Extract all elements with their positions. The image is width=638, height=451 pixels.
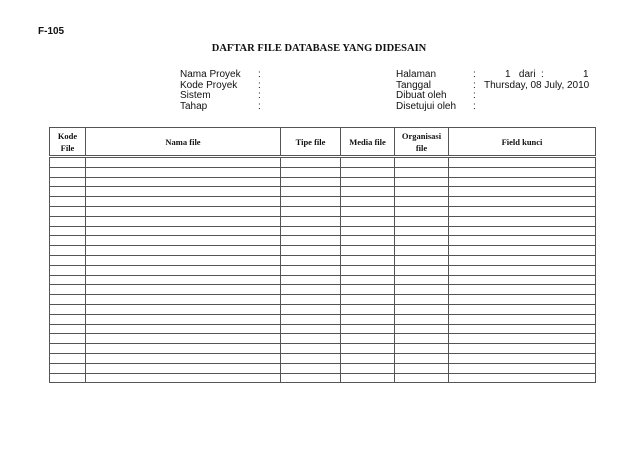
table-cell[interactable]	[449, 246, 596, 256]
column-header	[449, 128, 596, 157]
table-cell[interactable]	[449, 275, 596, 285]
table-cell[interactable]	[449, 363, 596, 373]
field-value: 1 dari	[505, 69, 536, 80]
table-row	[50, 157, 596, 168]
table-cell[interactable]	[281, 324, 341, 334]
table-row	[50, 373, 596, 383]
table-cell[interactable]	[50, 157, 86, 168]
table-cell[interactable]	[449, 177, 596, 187]
table-cell[interactable]	[281, 157, 341, 168]
table-row	[50, 187, 596, 197]
table-cell[interactable]	[281, 255, 341, 265]
table-cell[interactable]	[395, 265, 449, 275]
table-header-row	[50, 128, 596, 157]
table-cell[interactable]	[86, 265, 281, 275]
table-cell[interactable]	[86, 177, 281, 187]
column-header	[86, 128, 281, 157]
table-cell[interactable]	[281, 187, 341, 197]
column-header	[341, 128, 395, 157]
table-row	[50, 363, 596, 373]
table-cell[interactable]	[341, 363, 395, 373]
table-cell[interactable]	[341, 324, 395, 334]
table-row	[50, 265, 596, 275]
table-cell[interactable]	[50, 197, 86, 207]
table-cell[interactable]	[395, 363, 449, 373]
table-row	[50, 197, 596, 207]
table-cell[interactable]	[395, 275, 449, 285]
table-row	[50, 334, 596, 344]
table-cell[interactable]	[50, 177, 86, 187]
column-header-line1: Kode	[57, 130, 78, 141]
field-label: Halaman	[396, 69, 437, 80]
field-label: Disetujui oleh	[396, 100, 457, 112]
table-cell[interactable]	[341, 285, 395, 295]
table-cell[interactable]	[281, 167, 341, 177]
table-cell[interactable]	[281, 236, 341, 246]
field-separator: :	[258, 79, 261, 91]
table-cell[interactable]	[50, 216, 86, 226]
table-cell[interactable]	[395, 187, 449, 197]
column-header-line1: Media file	[349, 136, 386, 147]
table-cell[interactable]	[86, 285, 281, 295]
field-separator: :	[258, 100, 261, 112]
table-cell[interactable]	[395, 314, 449, 324]
table-cell[interactable]	[341, 177, 395, 187]
table-cell[interactable]	[395, 255, 449, 265]
table-cell[interactable]	[341, 216, 395, 226]
table-cell[interactable]	[449, 373, 596, 383]
table-cell[interactable]	[395, 373, 449, 383]
field-separator: :	[258, 90, 261, 101]
table-cell[interactable]	[281, 206, 341, 216]
table-row	[50, 226, 596, 236]
field-separator: :	[473, 79, 476, 91]
table-cell[interactable]	[86, 216, 281, 226]
column-header-line1: Nama file	[165, 136, 201, 147]
table-cell[interactable]	[50, 285, 86, 295]
table-row	[50, 295, 596, 305]
table-cell[interactable]	[50, 255, 86, 265]
column-header	[50, 128, 86, 157]
table-cell[interactable]	[395, 304, 449, 314]
table-cell[interactable]	[86, 353, 281, 363]
table-cell[interactable]	[281, 344, 341, 354]
field-label: Kode Proyek	[180, 79, 238, 91]
table-cell[interactable]	[86, 324, 281, 334]
table-cell[interactable]	[50, 236, 86, 246]
table-cell[interactable]	[281, 363, 341, 373]
table-cell[interactable]	[449, 206, 596, 216]
table-cell[interactable]	[281, 353, 341, 363]
table-cell[interactable]	[281, 275, 341, 285]
table-cell[interactable]	[341, 255, 395, 265]
table-cell[interactable]	[449, 304, 596, 314]
table-cell[interactable]	[395, 197, 449, 207]
table-cell[interactable]	[281, 226, 341, 236]
table-cell[interactable]	[341, 246, 395, 256]
table-cell[interactable]	[50, 314, 86, 324]
table-row	[50, 324, 596, 334]
table-cell[interactable]	[341, 334, 395, 344]
table-cell[interactable]	[395, 206, 449, 216]
table-cell[interactable]	[50, 275, 86, 285]
table-cell[interactable]	[395, 177, 449, 187]
table-cell[interactable]	[86, 363, 281, 373]
table-cell[interactable]	[341, 275, 395, 285]
table-cell[interactable]	[86, 295, 281, 305]
table-row	[50, 314, 596, 324]
table-row	[50, 177, 596, 187]
table-cell[interactable]	[341, 373, 395, 383]
table-cell[interactable]	[50, 353, 86, 363]
table-cell[interactable]	[86, 236, 281, 246]
table-cell[interactable]	[50, 363, 86, 373]
column-header-line1: Organisasi	[401, 130, 442, 141]
page-total-separator: :	[541, 69, 544, 80]
table-row	[50, 304, 596, 314]
column-header-line1: Tipe file	[295, 136, 326, 147]
table-row	[50, 353, 596, 363]
table-row	[50, 236, 596, 246]
table-cell[interactable]	[86, 197, 281, 207]
field-label: Tanggal	[396, 79, 432, 91]
table-cell[interactable]	[449, 265, 596, 275]
field-label: Dibuat oleh	[396, 90, 447, 101]
table-cell[interactable]	[395, 344, 449, 354]
table-cell[interactable]	[449, 226, 596, 236]
table-cell[interactable]	[86, 344, 281, 354]
table-cell[interactable]	[449, 285, 596, 295]
table-cell[interactable]	[395, 353, 449, 363]
table-cell[interactable]	[395, 216, 449, 226]
field-label: Nama Proyek	[180, 69, 241, 80]
table-cell[interactable]	[449, 324, 596, 334]
table-cell[interactable]	[395, 246, 449, 256]
table-cell[interactable]	[86, 373, 281, 383]
table-cell[interactable]	[281, 265, 341, 275]
table-cell[interactable]	[86, 314, 281, 324]
page-total: 1	[583, 69, 589, 80]
table-cell[interactable]	[395, 285, 449, 295]
table-cell[interactable]	[281, 373, 341, 383]
table-cell[interactable]	[50, 304, 86, 314]
field-separator: :	[258, 69, 261, 80]
file-table	[49, 127, 596, 383]
column-header-line1: Field kunci	[501, 136, 543, 147]
table-cell[interactable]	[86, 226, 281, 236]
table-cell[interactable]	[86, 255, 281, 265]
table-cell[interactable]	[50, 295, 86, 305]
table-cell[interactable]	[50, 226, 86, 236]
field-separator: :	[473, 69, 476, 80]
table-cell[interactable]	[395, 334, 449, 344]
table-cell[interactable]	[341, 314, 395, 324]
table-cell[interactable]	[50, 187, 86, 197]
table-cell[interactable]	[50, 344, 86, 354]
table-cell[interactable]	[449, 353, 596, 363]
table-row	[50, 275, 596, 285]
table-row	[50, 285, 596, 295]
table-cell[interactable]	[395, 324, 449, 334]
table-cell[interactable]	[86, 187, 281, 197]
page-title: DAFTAR FILE DATABASE YANG DIDESAIN	[211, 43, 427, 54]
table-cell[interactable]	[449, 314, 596, 324]
table-row	[50, 246, 596, 256]
table-cell[interactable]	[341, 187, 395, 197]
field-separator: :	[473, 100, 476, 112]
table-cell[interactable]	[341, 157, 395, 168]
table-cell[interactable]	[341, 236, 395, 246]
table-cell[interactable]	[395, 236, 449, 246]
table-cell[interactable]	[281, 177, 341, 187]
table-cell[interactable]	[281, 246, 341, 256]
table-cell[interactable]	[341, 304, 395, 314]
table-row	[50, 255, 596, 265]
table-cell[interactable]	[86, 275, 281, 285]
table-cell[interactable]	[395, 295, 449, 305]
table-cell[interactable]	[281, 314, 341, 324]
table-cell[interactable]	[449, 344, 596, 354]
form-code: F-105	[38, 26, 65, 37]
table-cell[interactable]	[341, 295, 395, 305]
table-cell[interactable]	[449, 216, 596, 226]
table-cell[interactable]	[449, 167, 596, 177]
table-cell[interactable]	[449, 295, 596, 305]
table-cell[interactable]	[50, 265, 86, 275]
column-header	[281, 128, 341, 157]
table-cell[interactable]	[86, 157, 281, 168]
table-cell[interactable]	[50, 167, 86, 177]
table-cell[interactable]	[341, 197, 395, 207]
table-cell[interactable]	[341, 226, 395, 236]
table-cell[interactable]	[341, 265, 395, 275]
column-header-line2: File	[60, 142, 75, 153]
table-cell[interactable]	[50, 206, 86, 216]
table-cell[interactable]	[86, 304, 281, 314]
table-cell[interactable]	[50, 246, 86, 256]
table-cell[interactable]	[341, 344, 395, 354]
field-label: Tahap	[180, 100, 208, 112]
table-cell[interactable]	[341, 167, 395, 177]
table-row	[50, 344, 596, 354]
table-cell[interactable]	[281, 197, 341, 207]
table-cell[interactable]	[395, 167, 449, 177]
field-label: Sistem	[180, 90, 211, 101]
table-cell[interactable]	[86, 246, 281, 256]
table-cell[interactable]	[449, 236, 596, 246]
table-cell[interactable]	[395, 157, 449, 168]
table-cell[interactable]	[281, 216, 341, 226]
table-cell[interactable]	[449, 197, 596, 207]
table-cell[interactable]	[86, 167, 281, 177]
field-separator: :	[473, 90, 476, 101]
table-cell[interactable]	[449, 334, 596, 344]
field-value: Thursday, 08 July, 2010	[484, 79, 590, 91]
table-cell[interactable]	[50, 334, 86, 344]
table-cell[interactable]	[449, 255, 596, 265]
table-cell[interactable]	[341, 206, 395, 216]
table-cell[interactable]	[281, 285, 341, 295]
table-cell[interactable]	[449, 187, 596, 197]
table-row	[50, 216, 596, 226]
table-cell[interactable]	[50, 373, 86, 383]
table-cell[interactable]	[281, 334, 341, 344]
table-cell[interactable]	[281, 295, 341, 305]
table-cell[interactable]	[449, 157, 596, 168]
table-cell[interactable]	[50, 324, 86, 334]
table-cell[interactable]	[395, 226, 449, 236]
table-cell[interactable]	[86, 206, 281, 216]
table-cell[interactable]	[281, 304, 341, 314]
column-header-line2: file	[415, 142, 428, 153]
table-row	[50, 167, 596, 177]
column-header	[395, 128, 449, 157]
table-row	[50, 206, 596, 216]
table-cell[interactable]	[86, 334, 281, 344]
table-cell[interactable]	[341, 353, 395, 363]
